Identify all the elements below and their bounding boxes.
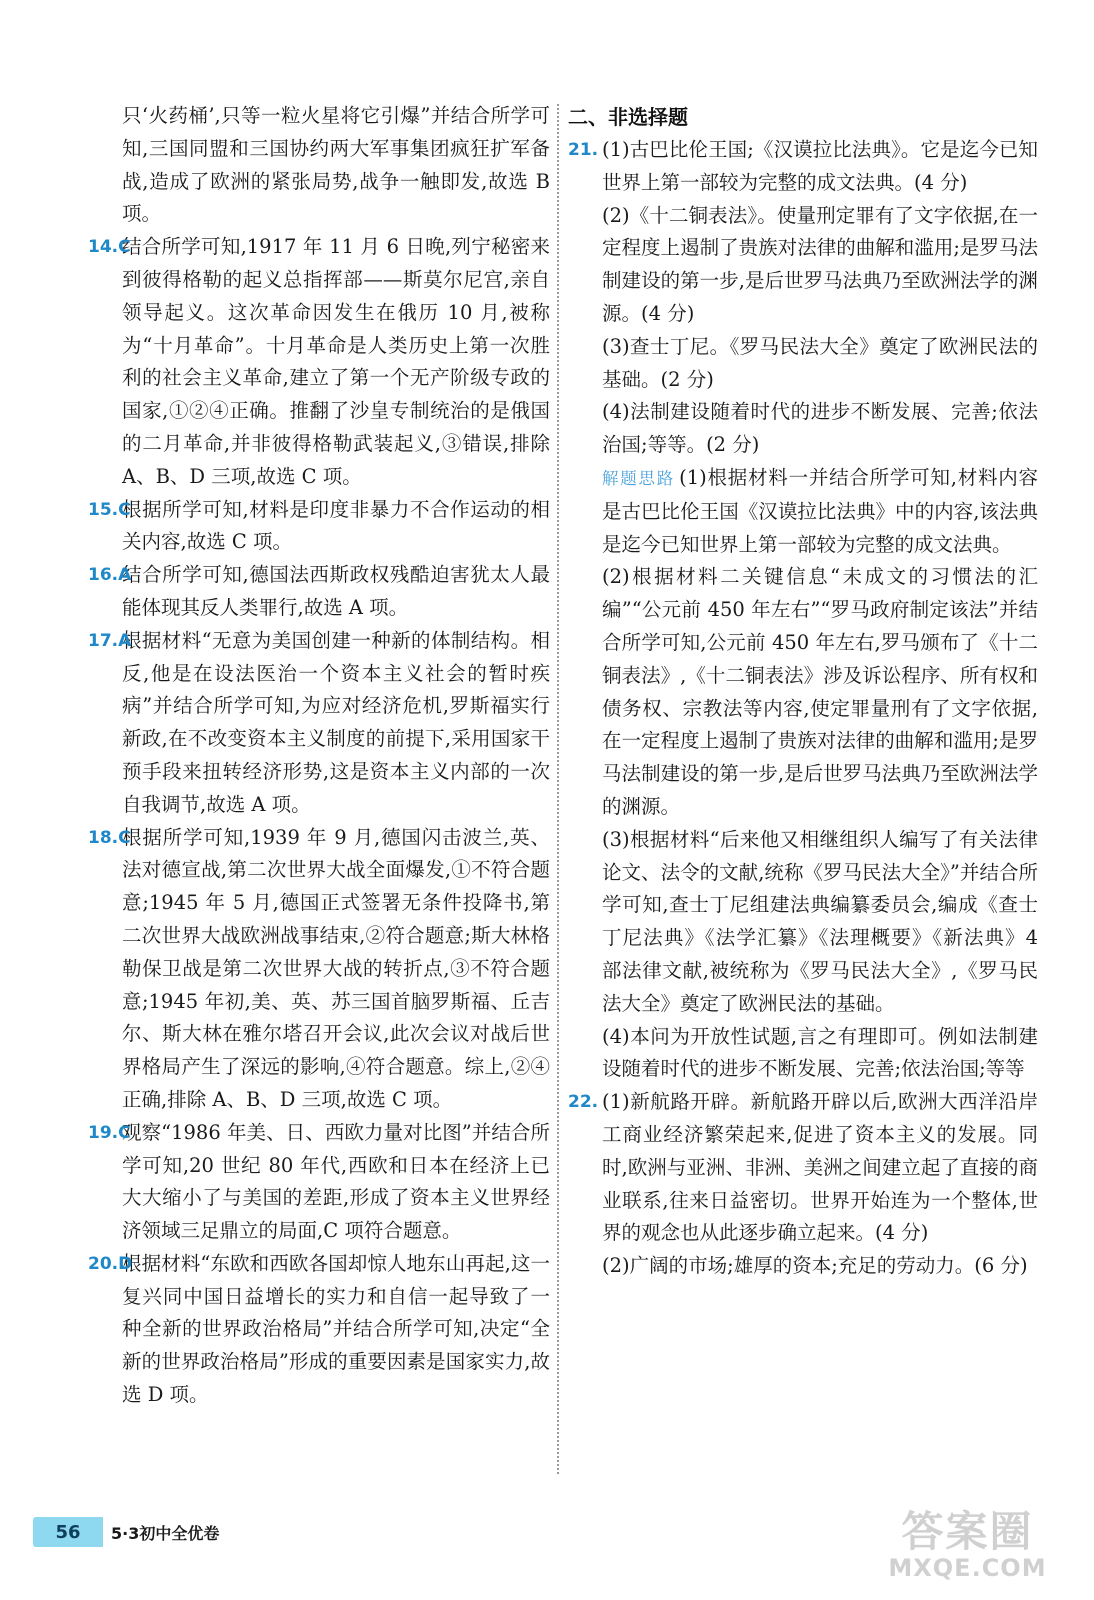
question-number: 22.	[568, 1092, 599, 1113]
question-number: 17.A	[88, 630, 132, 651]
question-number: 14.C	[88, 237, 131, 258]
hint-part3: (3)根据材料“后来他又相继组织人编写了有关法律论文、法令的文献,统称《罗马民法大全》”并结合所学可知,查士丁尼组建法典编纂委员会,编成《查士丁尼法典》《法学汇纂》《法理概要》《新法典》4 部法律文献,被统称为《罗马民法大全》,《罗马民法大全》奠定了欧洲民法的基础。	[602, 827, 1038, 1015]
q13-continuation: 只‘火药桶’,只等一粒火星将它引爆”并结合所学可知,三国同盟和三国协约两大军事集团疯狂扩军备战,造成了欧洲的紧张局势,战争一触即发,故选 B 项。	[122, 104, 550, 226]
answer-q21-part2: (2)《十二铜表法》。使量刑定罪有了文字依据,在一定程度上遏制了贵族对法律的曲解和滥用;是罗马法制建设的第一步,是后世罗马法典乃至欧洲法学的渊源。(4 分)	[602, 203, 1038, 325]
section-title: 二、非选择题	[568, 105, 688, 129]
watermark-logo	[850, 1498, 1085, 1593]
answer-q14: 14.C 结合所学可知,1917 年 11 月 6 日晚,列宁秘密来到彼得格勒的起义总指挥部——斯莫尔尼宫,亲自领导起义。这次革命因发生在俄历 10 月,被称为“十月革命”。十月革命是人类历史上第一次胜利的社会主义革命,建立了第一个无产阶级专政的国家,①②④正确。推翻了沙皇专制统治的是俄国的二月革命,并非彼得格勒武装起义,③错误,排除 A、B、D 三项,故选 C 项。	[88, 231, 550, 493]
left-column	[88, 100, 550, 1412]
column-divider	[557, 104, 559, 1474]
page-footer	[33, 1514, 293, 1550]
right-column	[568, 100, 1038, 1283]
question-number: 15.C	[88, 499, 131, 520]
answer-q20: 20.D 根据材料“东欧和西欧各国却惊人地东山再起,这一复兴同中国日益增长的实力和自信一起导致了一种全新的世界政治格局”并结合所学可知,决定“全新的世界政治格局”形成的重要因素是国家实力,故选 D 项。	[88, 1248, 550, 1412]
question-number: 20.D	[88, 1253, 133, 1274]
hint-part4: (4)本问为开放性试题,言之有理即可。例如法制建设随着时代的进步不断发展、完善;依法治国;等等	[602, 1024, 1038, 1081]
answer-q22-part2: (2)广阔的市场;雄厚的资本;充足的劳动力。(6 分)	[602, 1254, 1028, 1278]
question-number: 18.C	[88, 827, 131, 848]
question-number: 19.C	[88, 1122, 131, 1143]
answer-q21-part4: (4)法制建设随着时代的进步不断发展、完善;依法治国;等等。(2 分)	[602, 400, 1038, 457]
watermark-url: MXQE.COM	[888, 1553, 1047, 1582]
answer-q21-part3: (3)查士丁尼。《罗马民法大全》奠定了欧洲民法的基础。(2 分)	[602, 334, 1038, 391]
series-name: 5·3初中全优卷	[111, 1523, 220, 1543]
page-number: 56	[33, 1517, 103, 1547]
hint-part1: 解题思路 (1)根据材料一并结合所学可知,材料内容是古巴比伦王国《汉谟拉比法典》中的内容,该法典是迄今已知世界上第一部较为完整的成文法典。	[602, 465, 1039, 556]
hint-label: 解题思路	[602, 468, 676, 488]
answer-q17: 17.A 根据材料“无意为美国创建一种新的体制结构。相反,他是在设法医治一个资本主义社会的暂时疾病”并结合所学可知,为应对经济危机,罗斯福实行新政,在不改变资本主义制度的前提下,采用国家干预手段来扭转经济形势,这是资本主义内部的一次自我调节,故选 A 项。	[88, 625, 550, 822]
answer-q19: 19.C 观察“1986 年美、日、西欧力量对比图”并结合所学可知,20 世纪 80 年代,西欧和日本在经济上已大大缩小了与美国的差距,形成了资本主义世界经济领域三足鼎立的局面,C 项符合题意。	[88, 1117, 550, 1248]
question-number: 21.	[568, 140, 599, 160]
answer-q22-part1: 22. (1)新航路开辟。新航路开辟以后,欧洲大西洋沿岸工商业经济繁荣起来,促进了资本主义的发展。同时,欧洲与亚洲、非洲、美洲之间建立起了直接的商业联系,往来日益密切。世界开始连为一个整体,世界的观念也从此逐步确立起来。(4 分)	[568, 1086, 1038, 1250]
answer-q18: 18.C 根据所学可知,1939 年 9 月,德国闪击波兰,英、法对德宣战,第二次世界大战全面爆发,①不符合题意;1945 年 5 月,德国正式签署无条件投降书,第二次世界大战欧洲战事结束,②符合题意;斯大林格勒保卫战是第二次世界大战的转折点,③不符合题意;1945 年初,美、英、苏三国首脑罗斯福、丘吉尔、斯大林在雅尔塔召开会议,此次会议对战后世界格局产生了深远的影响,④符合题意。综上,②④正确,排除 A、B、D 三项,故选 C 项。	[88, 822, 550, 1117]
watermark-text: 答案圈	[901, 1506, 1034, 1556]
answer-q15: 15.C 根据所学可知,材料是印度非暴力不合作运动的相关内容,故选 C 项。	[88, 494, 550, 560]
answer-q16: 16.A 结合所学可知,德国法西斯政权残酷迫害犹太人最能体现其反人类罪行,故选 A 项。	[88, 559, 550, 625]
hint-part2: (2)根据材料二关键信息“未成文的习惯法的汇编”“公元前 450 年左右”“罗马政府制定该法”并结合所学可知,公元前 450 年左右,罗马颁布了《十二铜表法》,《十二铜表法》涉及诉讼程序、所有权和债务权、宗教法等内容,使定罪量刑有了文字依据,在一定程度上遏制了贵族对法律的曲解和滥用;是罗马法制建设的第一步,是后世罗马法典乃至欧洲法学的渊源。	[602, 565, 1038, 818]
question-number: 16.A	[88, 565, 132, 586]
answer-q21-part1: 21. (1)古巴比伦王国;《汉谟拉比法典》。它是迄今已知世界上第一部较为完整的成文法典。(4 分)	[568, 134, 1038, 200]
